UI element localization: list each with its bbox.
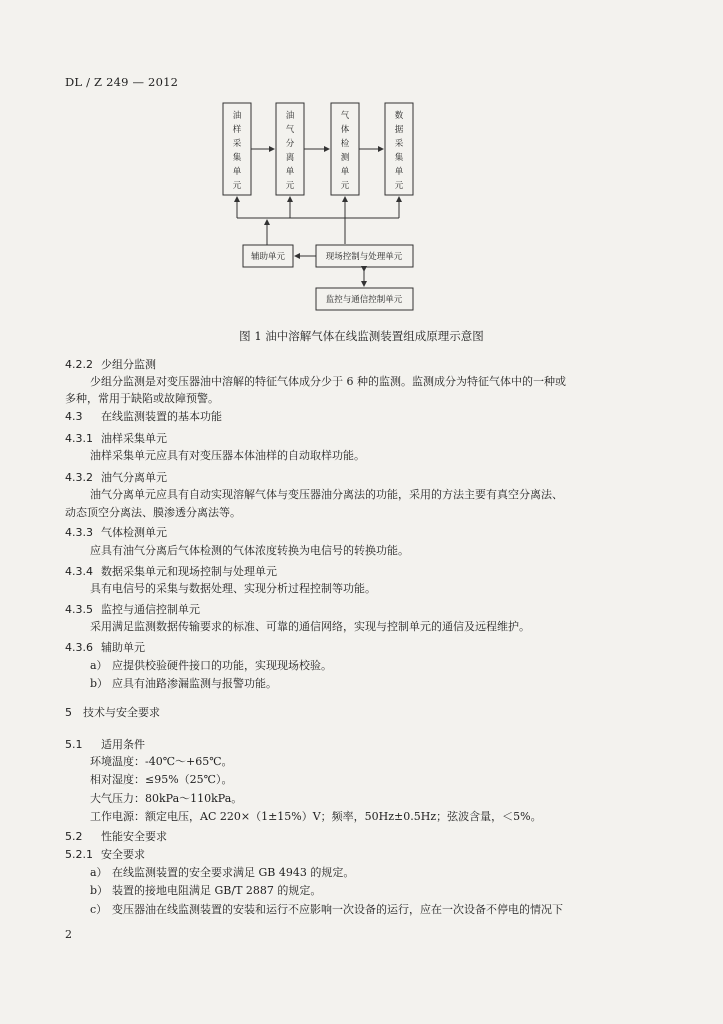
unit-3-char-1: 气 <box>340 111 350 121</box>
unit-2-char-6: 元 <box>285 181 295 191</box>
heading-4-3: 4.3 在线监测装置的基本功能 <box>65 410 222 423</box>
heading-5-2: 5.2 性能安全要求 <box>65 830 167 843</box>
unit-2-char-5: 单 <box>285 167 295 177</box>
unit-1-char-2: 样 <box>232 125 242 135</box>
unit-2-char-4: 离 <box>285 153 295 163</box>
unit-3-char-5: 单 <box>340 167 350 177</box>
unit-2-char-1: 油 <box>285 111 295 121</box>
para-4-3-4: 具有电信号的采集与数据处理、实现分析过程控制等功能。 <box>90 582 376 595</box>
para-5-1-power: 工作电源：额定电压，AC 220×（1±15%）V；频率，50Hz±0.5Hz；弦波含量，＜5%。 <box>90 810 542 823</box>
field-control-unit-label: 现场控制与处理单元 <box>325 252 403 262</box>
list-item-5-2-1-c: c） 变压器油在线监测装置的安装和运行不应影响一次设备的运行，应在一次设备不停电的情况下 <box>90 903 563 916</box>
monitor-comm-unit-label: 监控与通信控制单元 <box>325 295 403 305</box>
page-number: 2 <box>65 928 72 941</box>
heading-4-3-2: 4.3.2 油气分离单元 <box>65 471 167 484</box>
unit-4-char-1: 数 <box>394 111 404 121</box>
figure-caption: 图 1 油中溶解气体在线监测装置组成原理示意图 <box>239 329 484 343</box>
unit-4-char-5: 单 <box>394 167 404 177</box>
para-4-3-5: 采用满足监测数据传输要求的标准、可靠的通信网络，实现与控制单元的通信及远程维护。 <box>90 620 530 633</box>
unit-1-char-4: 集 <box>232 153 242 163</box>
unit-3-char-6: 元 <box>340 181 350 191</box>
unit-4-char-2: 据 <box>394 125 404 135</box>
unit-3-char-3: 检 <box>340 139 350 149</box>
list-item-5-2-1-a: a） 在线监测装置的安全要求满足 GB 4943 的规定。 <box>90 866 355 879</box>
unit-1-char-6: 元 <box>232 181 242 191</box>
heading-4-2-2: 4.2.2 少组分监测 <box>65 358 156 371</box>
document-code-header: DL / Z 249 — 2012 <box>65 75 179 89</box>
unit-4-char-6: 元 <box>394 181 404 191</box>
heading-5-1: 5.1 适用条件 <box>65 738 145 751</box>
unit-1-char-3: 采 <box>232 139 242 149</box>
unit-2-char-3: 分 <box>285 139 295 149</box>
heading-5: 5 技术与安全要求 <box>65 706 160 719</box>
list-item-4-3-6-a: a） 应提供校验硬件接口的功能，实现现场校验。 <box>90 659 332 672</box>
heading-4-3-1: 4.3.1 油样采集单元 <box>65 432 167 445</box>
para-5-1-pressure: 大气压力：80kPa～110kPa。 <box>90 792 243 805</box>
para-4-2-2-line2: 多种，常用于缺陷或故障预警。 <box>65 392 219 405</box>
heading-4-3-4: 4.3.4 数据采集单元和现场控制与处理单元 <box>65 565 277 578</box>
para-5-1-humidity: 相对湿度：≤95%（25℃）。 <box>90 773 233 786</box>
system-block-diagram <box>0 0 723 330</box>
heading-4-3-5: 4.3.5 监控与通信控制单元 <box>65 603 200 616</box>
unit-4-char-3: 采 <box>394 139 404 149</box>
unit-3-char-4: 测 <box>340 153 350 163</box>
heading-5-2-1: 5.2.1 安全要求 <box>65 848 145 861</box>
unit-1-char-5: 单 <box>232 167 242 177</box>
aux-unit-label: 辅助单元 <box>250 252 286 262</box>
para-4-2-2-line1: 少组分监测是对变压器油中溶解的特征气体成分少于 6 种的监测。监测成分为特征气体中的一种或 <box>90 375 566 388</box>
list-item-5-2-1-b: b） 装置的接地电阻满足 GB/T 2887 的规定。 <box>90 884 322 897</box>
unit-4-char-4: 集 <box>394 153 404 163</box>
para-4-3-3: 应具有油气分离后气体检测的气体浓度转换为电信号的转换功能。 <box>90 544 409 557</box>
unit-2-char-2: 气 <box>285 125 295 135</box>
para-4-3-2-line1: 油气分离单元应具有自动实现溶解气体与变压器油分离法的功能，采用的方法主要有真空分离法、 <box>90 488 563 501</box>
para-4-3-2-line2: 动态顶空分离法、膜渗透分离法等。 <box>65 506 241 519</box>
unit-1-char-1: 油 <box>232 111 242 121</box>
heading-4-3-6: 4.3.6 辅助单元 <box>65 641 145 654</box>
heading-4-3-3: 4.3.3 气体检测单元 <box>65 526 167 539</box>
unit-3-char-2: 体 <box>340 125 350 135</box>
list-item-4-3-6-b: b） 应具有油路渗漏监测与报警功能。 <box>90 677 277 690</box>
para-5-1-temp: 环境温度：-40℃～+65℃。 <box>90 755 233 768</box>
para-4-3-1: 油样采集单元应具有对变压器本体油样的自动取样功能。 <box>90 449 365 462</box>
